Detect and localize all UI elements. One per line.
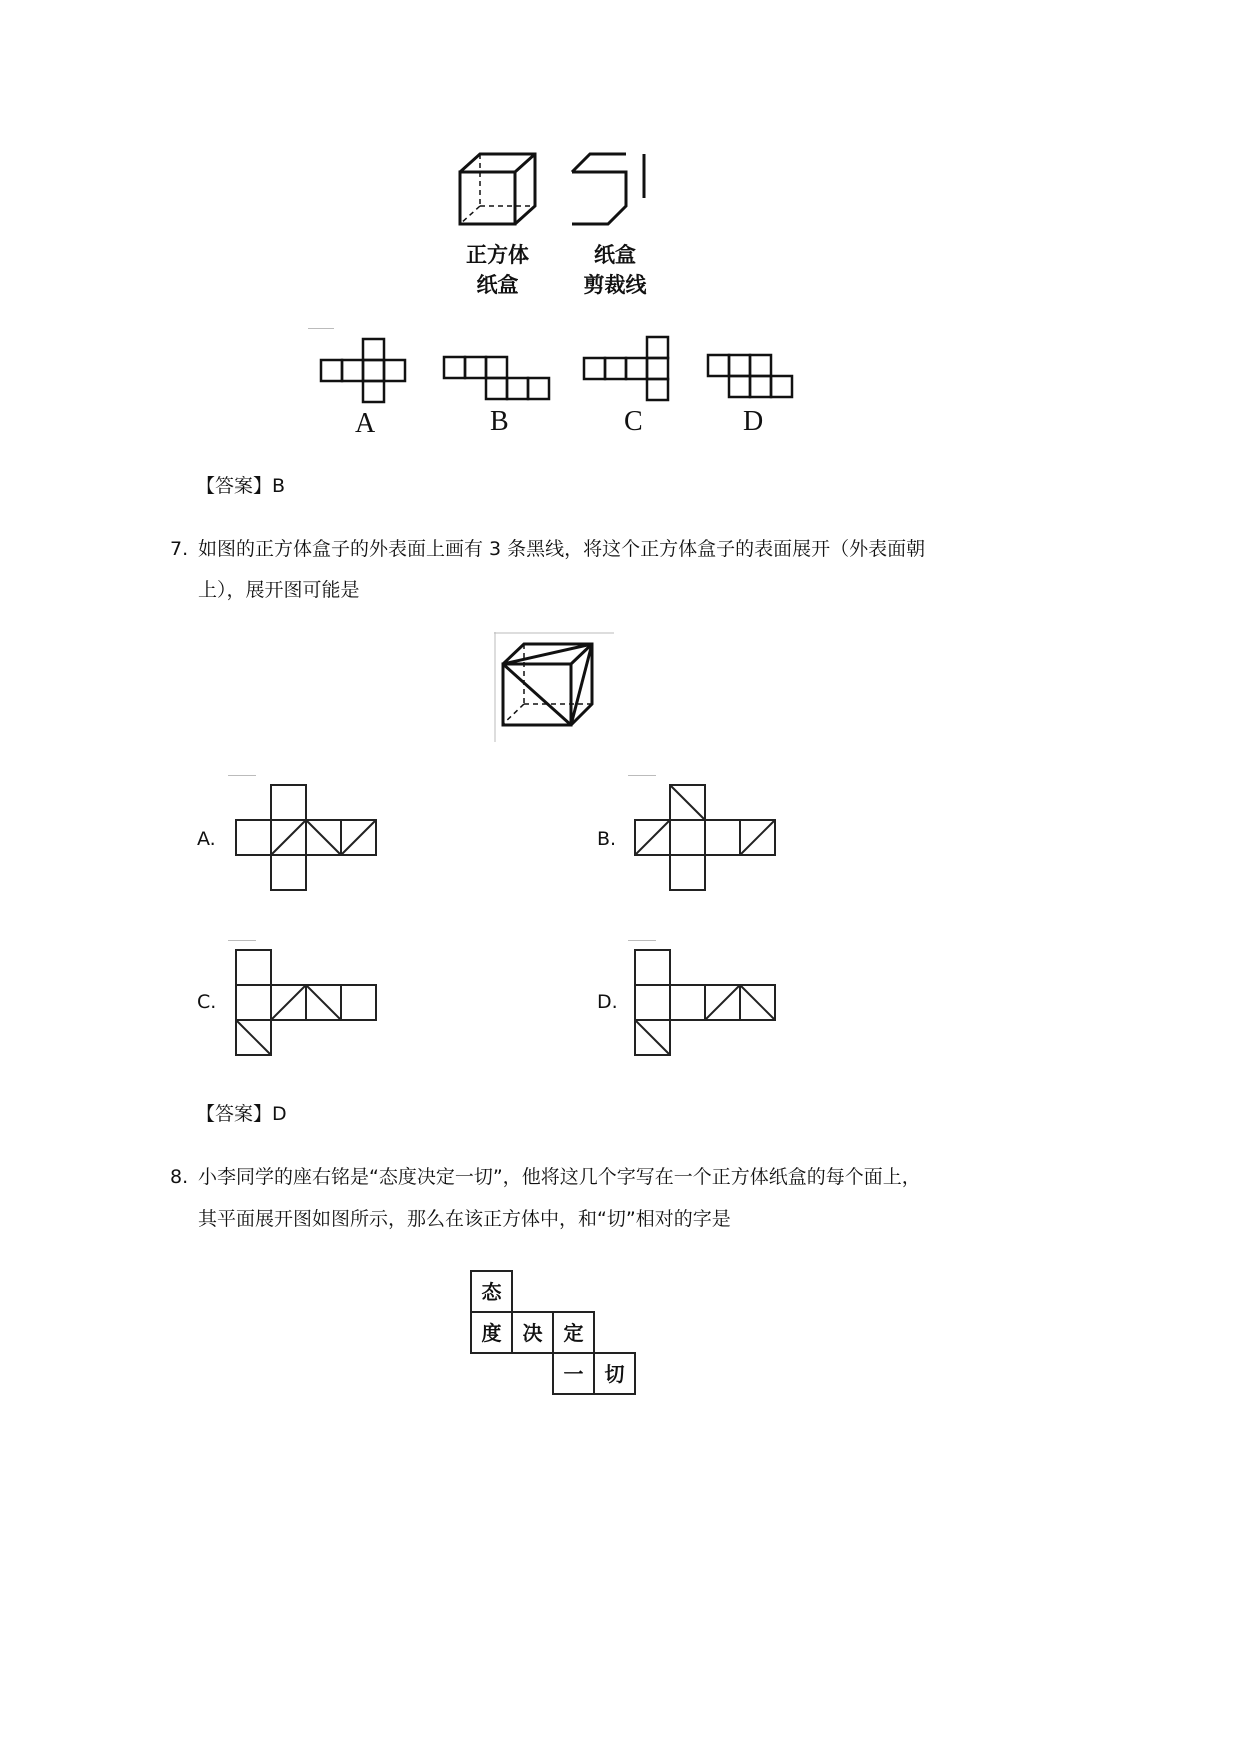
net-char-ding: 定 (563, 1321, 584, 1345)
q6-net-d (706, 353, 798, 401)
q7-net-a (235, 784, 380, 892)
q7-option-b-label: B. (597, 828, 617, 850)
net-char-du: 度 (481, 1321, 502, 1345)
net-char-qie: 切 (604, 1362, 625, 1386)
q7-option-a-label: A. (197, 828, 216, 850)
q6-net-c (582, 335, 674, 403)
cube-box-label-line2: 纸盒 (476, 273, 519, 297)
cut-line-drawing (568, 150, 653, 230)
scan-mark (628, 775, 656, 776)
q8-number: 8. (170, 1166, 189, 1188)
q8-text-line2: 其平面展开图如图所示，那么在该正方体中，和“切”相对的字是 (198, 1208, 731, 1230)
q6-option-a-label: A (355, 408, 376, 439)
cut-line-label (555, 240, 675, 300)
cube-box-label (440, 240, 555, 300)
q7-text-line1: 如图的正方体盒子的外表面上画有 3 条黑线，将这个正方体盒子的表面展开（外表面朝 (198, 538, 926, 560)
q7-option-c-label: C. (197, 991, 217, 1013)
q6-option-d-label: D (743, 406, 764, 437)
cube-box-label-line1: 正方体 (466, 243, 529, 267)
scan-mark (628, 940, 656, 941)
q6-option-b-label: B (490, 406, 509, 437)
q8-text-line1: 小李同学的座右铭是“态度决定一切”，他将这几个字写在一个正方体纸盒的每个面上， (198, 1166, 921, 1188)
net-char-tai: 态 (481, 1280, 502, 1304)
q7-number: 7. (170, 538, 189, 560)
q6-net-a (319, 338, 411, 404)
q7-net-c (235, 949, 380, 1057)
q7-net-d (634, 949, 779, 1057)
q7-answer: 【答案】D (196, 1103, 287, 1125)
cut-line-label-line1: 纸盒 (594, 243, 636, 267)
net-char-jue: 决 (522, 1321, 543, 1345)
cut-line-label-line2: 剪裁线 (583, 273, 647, 297)
q7-text-line2: 上），展开图可能是 (198, 579, 360, 601)
cube-box-drawing (455, 150, 540, 230)
q8-net-drawing (469, 1269, 641, 1399)
q6-option-c-label: C (624, 406, 643, 437)
q7-net-b (634, 784, 779, 892)
scan-mark (228, 940, 256, 941)
q6-answer: 【答案】B (196, 475, 286, 497)
net-char-yi: 一 (563, 1362, 584, 1386)
q7-cube-drawing (494, 632, 616, 744)
scan-mark (308, 328, 334, 329)
q6-net-b (442, 355, 554, 403)
scan-mark (228, 775, 256, 776)
q7-option-d-label: D. (597, 991, 618, 1013)
